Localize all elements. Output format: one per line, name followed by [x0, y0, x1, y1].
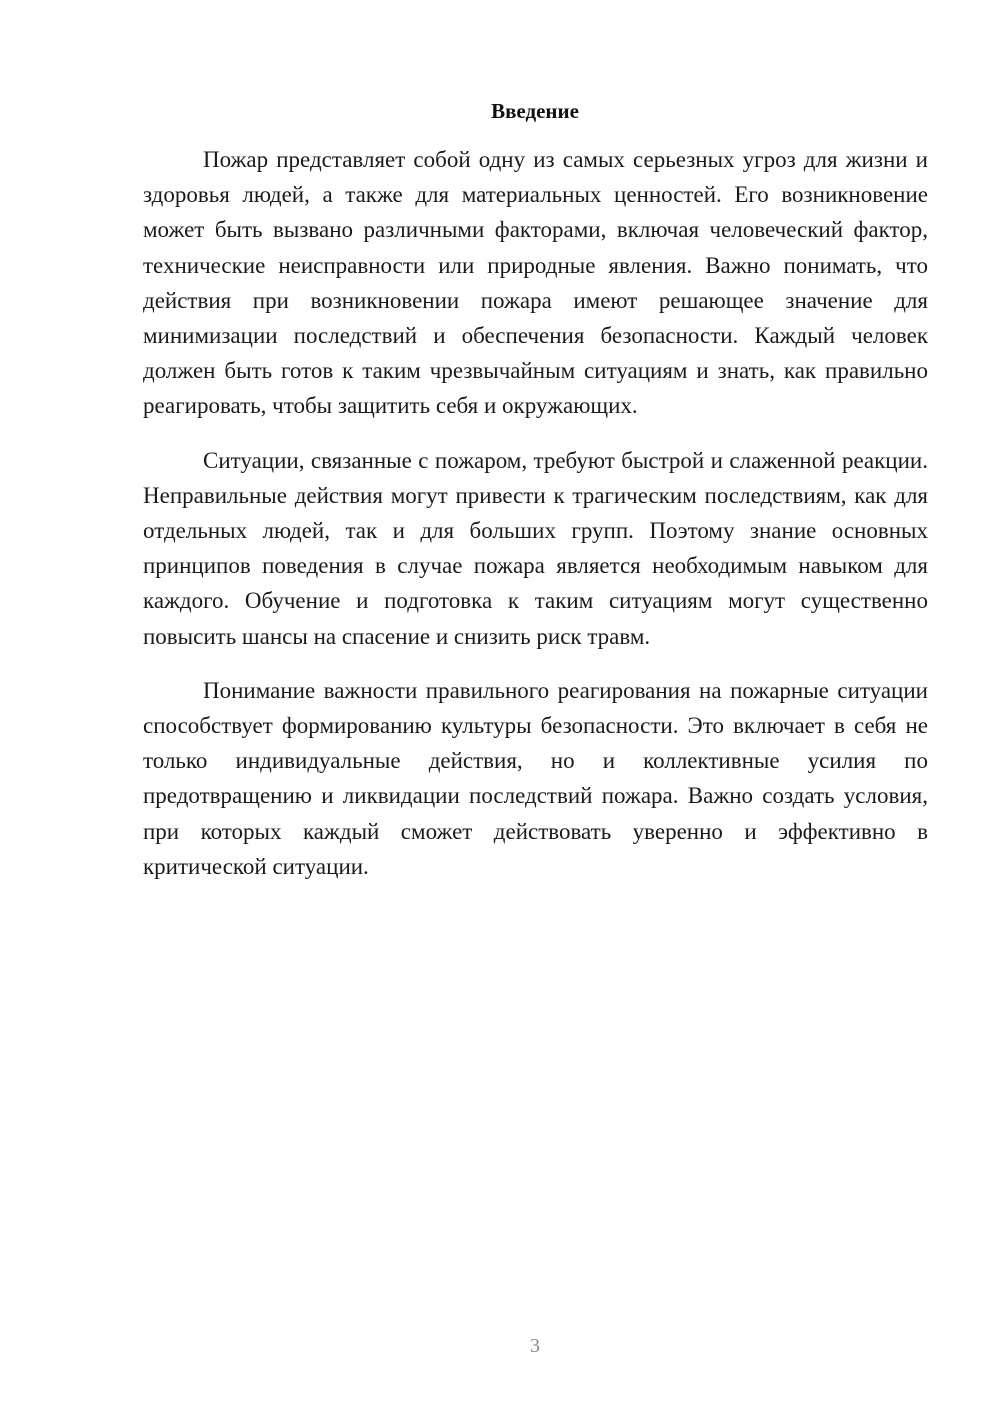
paragraph-3: Понимание важности правильного реагирования на пожарные ситуации способствует формированию культуры безопасности. Это включает в себя не только индивидуальные действия, но и коллективные усилия по предотвращению и ликвидации последствий пожара. Важно создать условия, при которых каждый сможет действовать уверенно и эффективно в критической ситуации.	[143, 677, 928, 879]
page-number: 3	[530, 1335, 540, 1357]
paragraph-2: Ситуации, связанные с пожаром, требуют быстрой и слаженной реакции. Неправильные действия могут привести к трагическим последствиям, как для отдельных людей, так и для больших групп. Поэтому знание основных принципов поведения в случае пожара является необходимым навыком для каждого. Обучение и подготовка к таким ситуациям могут существенно повысить шансы на спасение и снизить риск травм.	[143, 447, 928, 649]
section-title: Введение	[491, 99, 579, 123]
body-text	[143, 142, 928, 884]
paragraph-1: Пожар представляет собой одну из самых серьезных угроз для жизни и здоровья людей, а также для материальных ценностей. Его возникновение может быть вызвано различными факторами, включая человеческий фактор, технические неисправности или природные явления. Важно понимать, что действия при возникновении пожара имеют решающее значение для минимизации последствий и обеспечения безопасности. Каждый человек должен быть готов к таким чрезвычайным ситуациям и знать, как правильно реагировать, чтобы защитить себя и окружающих.	[143, 147, 928, 419]
